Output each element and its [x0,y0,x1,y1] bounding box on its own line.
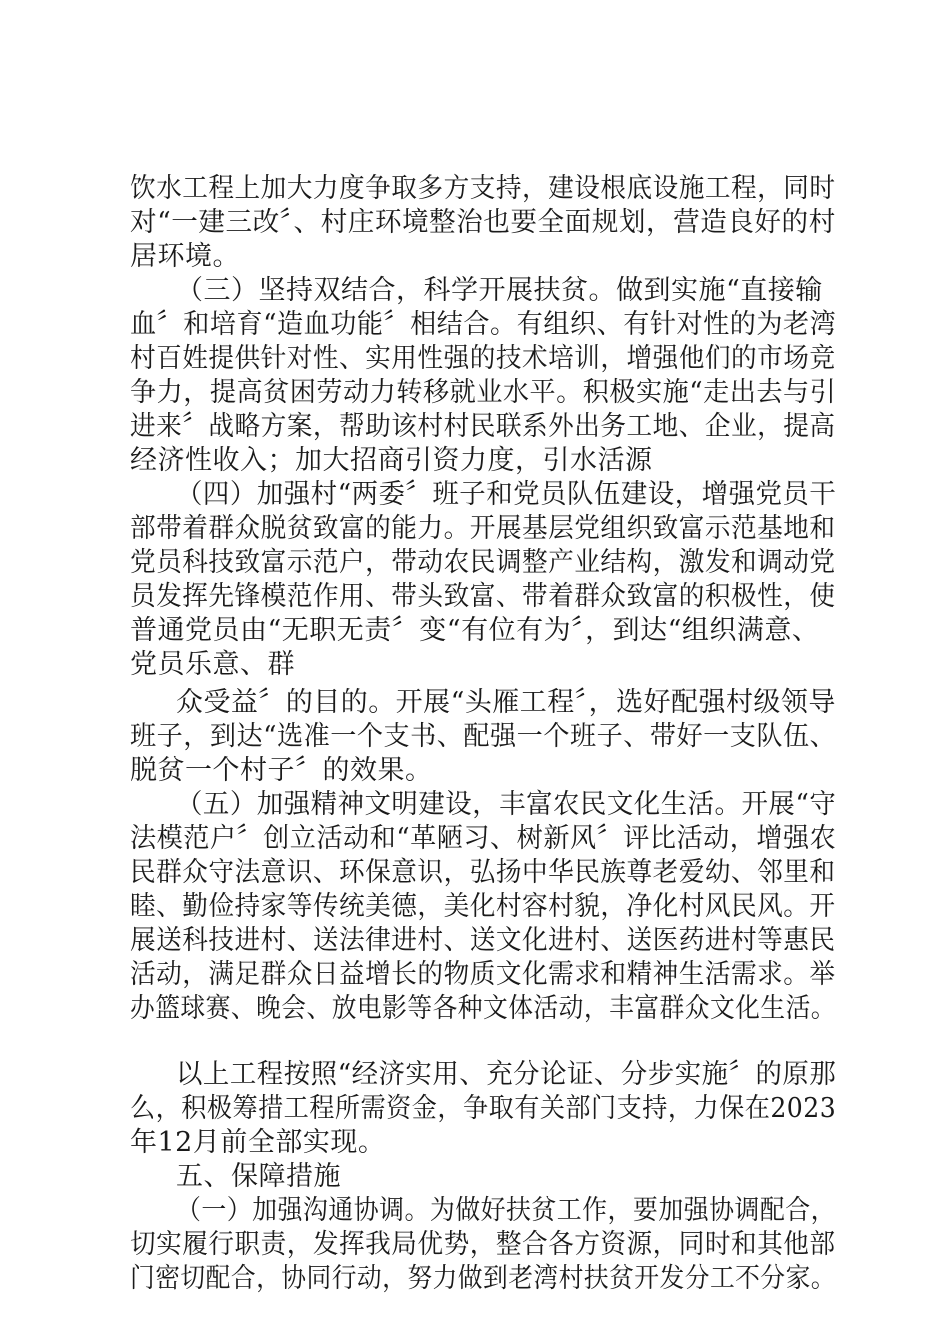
text-line: 经济性收入；加大招商引资力度，引水活源 [130,445,653,476]
section-heading: 五、保障措施 [176,1161,341,1192]
text-line: 众受益〞的目的。开展“头雁工程〞，选好配强村级领导 [176,687,836,718]
text-line: 以上工程按照“经济实用、充分论证、分步实施〞的原那 [176,1059,837,1090]
text-line: 展送科技进村、送法律进村、送文化进村、送医药进村等惠民 [130,925,836,956]
text-line: 法模范户〞创立活动和“革陋习、树新风〞评比活动，增强农 [130,823,837,854]
text-line: 部带着群众脱贫致富的能力。开展基层党组织致富示范基地和 [130,513,836,544]
text-line: 居环境。 [130,241,240,272]
text-line: 村百姓提供针对性、实用性强的技术培训，增强他们的市场竞 [130,343,836,374]
text-line: 门密切配合，协同行动，努力做到老湾村扶贫开发分工不分家。 [130,1263,837,1294]
text-line: 员发挥先锋模范作用、带头致富、带着群众致富的积极性，使 [130,581,836,612]
text-line: 脱贫一个村子〞的效果。 [130,755,433,786]
text-line: 普通党员由“无职无责〞变“有位有为〞，到达“组织满意、 [130,615,820,646]
text-line: （一）加强沟通协调。为做好扶贫工作，要加强协调配合， [176,1195,837,1226]
text-line: （四）加强村“两委〞班子和党员队伍建设，增强党员干 [176,479,837,510]
text-line: 活动，满足群众日益增长的物质文化需求和精神生活需求。举 [130,959,836,990]
text-line: 血〞和培育“造血功能〞相结合。有组织、有针对性的为老湾 [130,309,837,340]
text-line: （三）坚持双结合，科学开展扶贫。做到实施“直接输 [176,275,823,306]
text-line: （五）加强精神文明建设，丰富农民文化生活。开展“守 [176,789,837,820]
text-line: 民群众守法意识、环保意识，弘扬中华民族尊老爱幼、邻里和 [130,857,836,888]
text-line: 么，积极筹措工程所需资金，争取有关部门支持，力保在2023 [130,1093,837,1124]
text-line: 饮水工程上加大力度争取多方支持，建设根底设施工程，同时 [130,173,836,204]
text-line: 办篮球赛、晚会、放电影等各种文体活动，丰富群众文化生活。 [130,993,837,1024]
text-line: 党员科技致富示范户，带动农民调整产业结构，激发和调动党 [130,547,836,578]
text-line: 党员乐意、群 [130,649,295,680]
text-line: 对“一建三改〞、村庄环境整治也要全面规划，营造良好的村 [130,207,836,238]
text-line: 年12月前全部实现。 [130,1127,386,1158]
text-line: 睦、勤俭持家等传统美德，美化村容村貌，净化村风民风。开 [130,891,836,922]
text-line: 进来〞战略方案，帮助该村村民联系外出务工地、企业，提高 [130,411,836,442]
text-line: 切实履行职责，发挥我局优势，整合各方资源，同时和其他部 [130,1229,836,1260]
text-line: 争力，提高贫困劳动力转移就业水平。积极实施“走出去与引 [130,377,837,408]
text-line: 班子，到达“选准一个支书、配强一个班子、带好一支队伍、 [130,721,837,752]
